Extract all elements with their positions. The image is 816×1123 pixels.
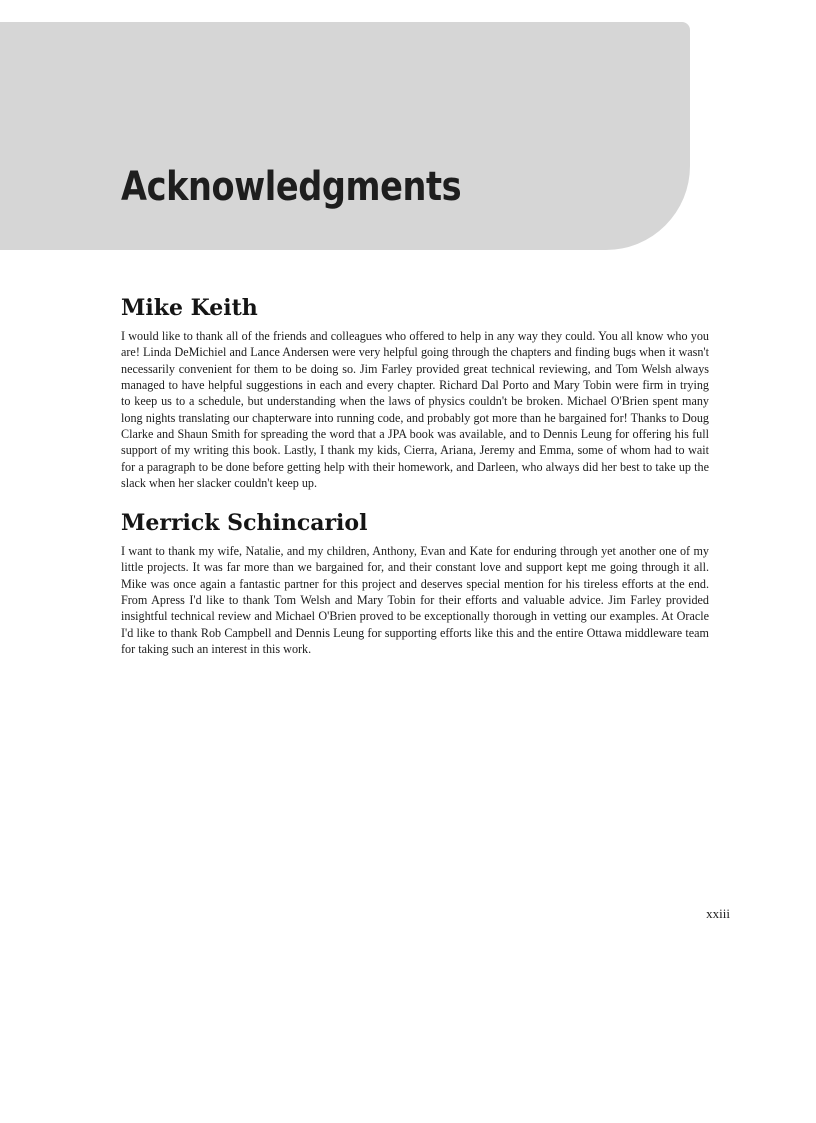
acknowledgment-section: [121, 294, 709, 491]
section-body: I would like to thank all of the friends and colleagues who offered to help in any way they could. You all know who you are! Linda DeMichiel and Lance Andersen were very helpful going through the chapters and finding bugs when it wasn't necessarily convenient for them to be doing so. Jim Farley provided great technical reviewing, and Tom Welsh always managed to have helpful suggestions in each and every chapter. Richard Dal Porto and Mary Tobin were firm in trying to keep us to a schedule, but understanding when the laws of physics couldn't be broken. Michael O'Brien spent many long nights translating our chapterware into running code, and probably got more than he bargained for! Thanks to Doug Clarke and Shaun Smith for spreading the word that a JPA book was available, and to Dennis Leung for offering his full support of my writing this book. Lastly, I thank my kids, Cierra, Ariana, Jeremy and Emma, some of whom had to wait for a paragraph to be done before getting help with their homework, and Darleen, who always did her best to take up the slack when her slacker couldn't keep up.: [121, 329, 709, 491]
chapter-header-band: [0, 22, 690, 250]
page-number: xxiii: [706, 906, 730, 921]
section-heading: Mike Keith: [121, 295, 258, 321]
section-body: I want to thank my wife, Natalie, and my children, Anthony, Evan and Kate for enduring through yet another one of my little projects. It was far more than we bargained for, and their constant love and support kept me going through it all. Mike was once again a fantastic partner for this project and deserves special mention for his tireless efforts at the end. From Apress I'd like to thank Tom Welsh and Mary Tobin for their efforts and valuable advice. Jim Farley provided insightful technical review and Michael O'Brien proved to be exceptionally thorough in vetting our examples. At Oracle I'd like to thank Rob Campbell and Dennis Leung for supporting efforts like this and the entire Ottawa middleware team for taking such an interest in this work.: [121, 544, 709, 657]
acknowledgment-section: [121, 509, 709, 657]
section-heading: Merrick Schincariol: [121, 510, 368, 536]
chapter-title: Acknowledgments: [121, 164, 462, 210]
